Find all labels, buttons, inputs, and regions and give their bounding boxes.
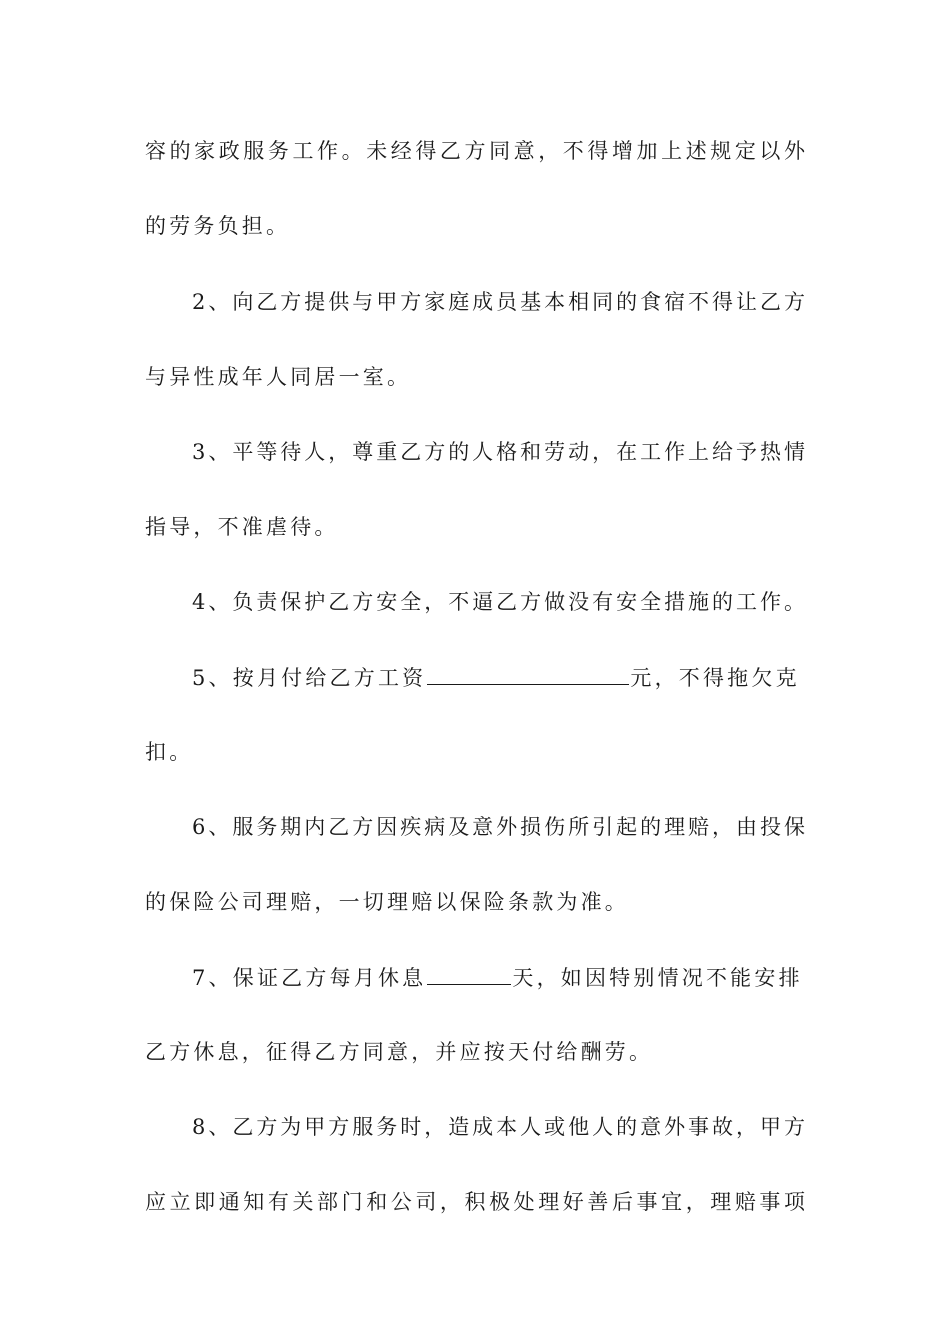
clause-7-text-a: 7、保证乙方每月休息 bbox=[192, 966, 427, 990]
rest-days-blank bbox=[427, 962, 511, 985]
text-line: 容的家政服务工作。未经得乙方同意，不得增加上述规定以外 bbox=[145, 139, 805, 163]
clause-5-text-b: 元，不得拖欠克 bbox=[630, 666, 800, 690]
clause-7-line-2: 乙方休息，征得乙方同意，并应按天付给酬劳。 bbox=[145, 1040, 654, 1064]
clause-7-line-1 bbox=[192, 962, 805, 993]
clause-4-line-1: 4、负责保护乙方安全，不逼乙方做没有安全措施的工作。 bbox=[192, 590, 805, 614]
clause-3-line-2: 指导，不准虐待。 bbox=[145, 515, 339, 539]
text-line: 的劳务负担。 bbox=[145, 214, 291, 238]
clause-5-line-1 bbox=[192, 662, 805, 693]
clause-5-text-a: 5、按月付给乙方工资 bbox=[192, 666, 427, 690]
salary-blank bbox=[427, 662, 629, 685]
clause-2-line-2: 与异性成年人同居一室。 bbox=[145, 365, 412, 389]
clause-2-line-1: 2、向乙方提供与甲方家庭成员基本相同的食宿不得让乙方 bbox=[192, 290, 805, 314]
clause-8-line-2: 应立即通知有关部门和公司，积极处理好善后事宜，理赔事项 bbox=[145, 1190, 805, 1214]
clause-8-line-1: 8、乙方为甲方服务时，造成本人或他人的意外事故，甲方 bbox=[192, 1115, 805, 1139]
clause-6-line-1: 6、服务期内乙方因疾病及意外损伤所引起的理赔，由投保 bbox=[192, 815, 805, 839]
clause-3-line-1: 3、平等待人，尊重乙方的人格和劳动，在工作上给予热情 bbox=[192, 440, 805, 464]
clause-6-line-2: 的保险公司理赔，一切理赔以保险条款为准。 bbox=[145, 890, 629, 914]
clause-7-text-b: 天，如因特别情况不能安排 bbox=[512, 966, 803, 990]
clause-5-line-2: 扣。 bbox=[145, 740, 194, 764]
